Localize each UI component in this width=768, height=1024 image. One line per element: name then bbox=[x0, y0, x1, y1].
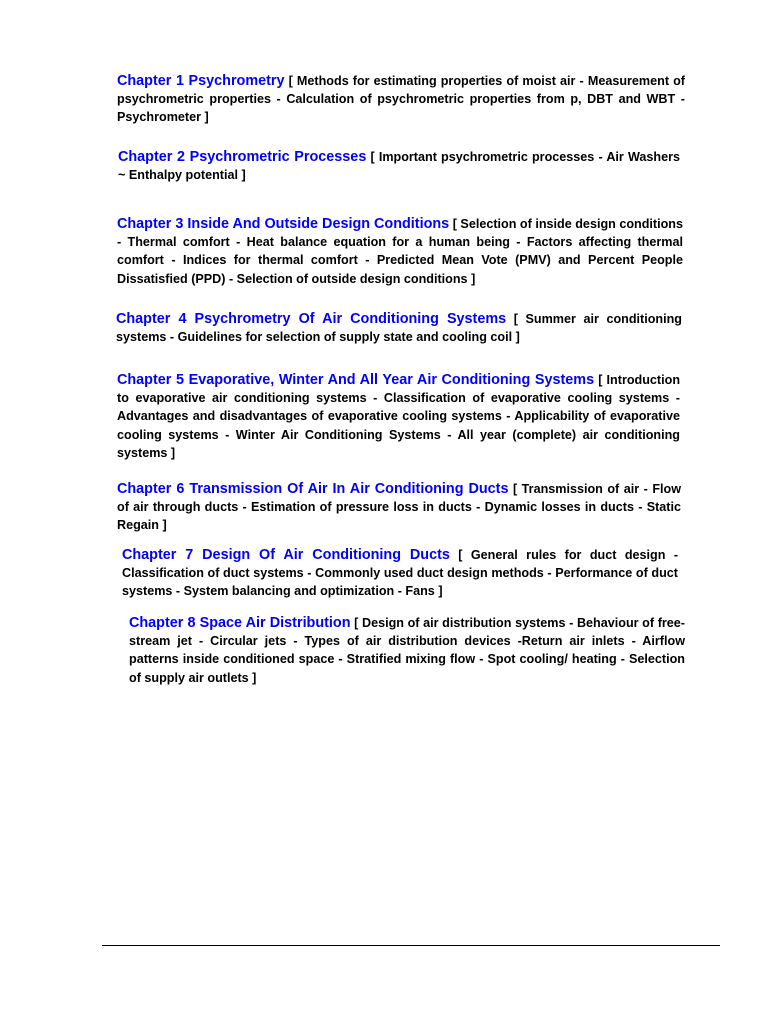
chapter-4-title: Chapter 4 Psychrometry Of Air Conditioning Systems bbox=[116, 311, 507, 327]
chapter-8-description: [ Design of air distribution systems - Behaviour of free-stream jet - Circular jets - Types of air distribution devices -Return air inlets - Airflow patterns inside conditioned space - Stratified mixing flow - Spot cooling/ heating - Selection of supply air outlets ] bbox=[129, 616, 685, 685]
chapter-3-description: [ Selection of inside design conditions - Thermal comfort - Heat balance equation for a human being - Factors affecting thermal comfort - Indices for thermal comfort - Predicted Mean Vote (PMV) and Percent People Dissatisfied (PPD) - Selection of outside design conditions ] bbox=[117, 217, 684, 286]
footer-divider bbox=[102, 945, 720, 946]
chapter-1-title: Chapter 1 Psychrometry bbox=[117, 73, 285, 89]
chapter-7-description: [ General rules for duct design - Classification of duct systems - Commonly used duct design methods - Performance of duct systems - System balancing and optimization - Fans ] bbox=[122, 548, 679, 599]
chapter-5-title: Chapter 5 Evaporative, Winter And All Year Air Conditioning Systems bbox=[117, 372, 595, 388]
chapter-1-entry bbox=[117, 72, 685, 127]
chapter-6-title: Chapter 6 Transmission Of Air In Air Conditioning Ducts bbox=[117, 481, 509, 497]
chapter-3-entry bbox=[117, 215, 683, 288]
chapter-8-title: Chapter 8 Space Air Distribution bbox=[129, 615, 351, 631]
chapter-1-description: [ Methods for estimating properties of moist air - Measurement of psychrometric properties - Calculation of psychrometric properties from p, DBT and WBT - Psychrometer ] bbox=[117, 74, 685, 125]
chapter-7-entry bbox=[122, 546, 678, 601]
chapter-8-entry bbox=[129, 614, 685, 687]
chapter-5-entry bbox=[117, 371, 680, 462]
chapter-6-description: [ Transmission of air - Flow of air through ducts - Estimation of pressure loss in ducts - Dynamic losses in ducts - Static Regain ] bbox=[117, 482, 682, 533]
chapter-7-title: Chapter 7 Design Of Air Conditioning Ducts bbox=[122, 547, 450, 563]
chapter-4-entry bbox=[116, 310, 682, 346]
chapter-2-entry bbox=[118, 148, 680, 184]
chapter-6-entry bbox=[117, 480, 681, 535]
chapter-5-description: [ Introduction to evaporative air conditioning systems - Classification of evaporative cooling systems - Advantages and disadvantages of evaporative cooling systems - Applicability of evaporative cooling systems - Winter Air Conditioning Systems - All year (complete) air conditioning systems ] bbox=[117, 373, 681, 460]
chapter-3-title: Chapter 3 Inside And Outside Design Conditions bbox=[117, 216, 450, 232]
chapter-2-description: [ Important psychrometric processes - Air Washers ~ Enthalpy potential ] bbox=[118, 150, 681, 183]
chapter-2-title: Chapter 2 Psychrometric Processes bbox=[118, 149, 367, 165]
chapter-4-description: [ Summer air conditioning systems - Guidelines for selection of supply state and cooling coil ] bbox=[116, 312, 682, 345]
